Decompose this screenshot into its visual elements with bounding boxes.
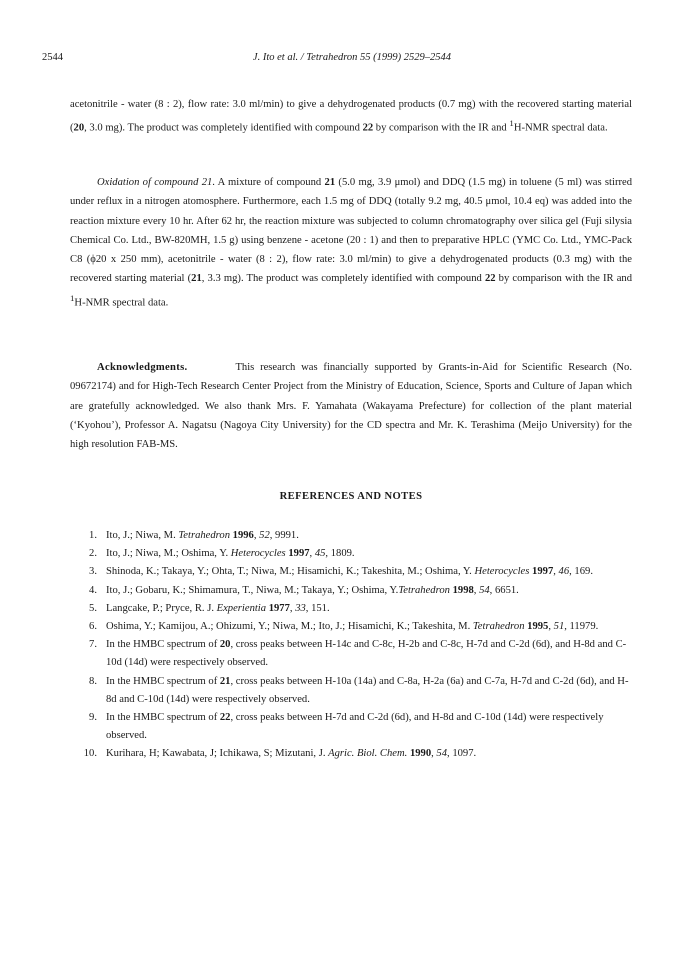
reference-volume: 45 [314, 548, 326, 560]
page-number: 2544 [42, 52, 63, 63]
acknowledgments-heading: Acknowledgments. [97, 362, 188, 373]
reference-year: 1997 [532, 566, 554, 578]
paragraph-oxidation-21 [70, 173, 632, 313]
reference-number: 7. [89, 639, 97, 651]
text-segment: by comparison with the IR and [495, 273, 632, 285]
compound-number: 22 [219, 712, 231, 724]
compound-number: 20 [73, 122, 85, 134]
reference-number: 3. [89, 566, 97, 578]
reference-authors: Shinoda, K.; Takaya, Y.; Ohta, T.; Niwa, M.; Hisamichi, K.; Takeshita, M.; Oshima, Y. [106, 566, 475, 578]
reference-note-text: In the HMBC spectrum of [106, 675, 220, 687]
text-segment: . A mixture of compound [212, 177, 325, 188]
compound-number: 22 [362, 122, 374, 134]
reference-volume: 54 [479, 584, 490, 596]
reference-authors: Langcake, P.; Pryce, R. J. [106, 602, 217, 614]
references-title: REFERENCES AND NOTES [279, 491, 423, 502]
reference-year: 1997 [288, 548, 310, 560]
acknowledgments-text: This research was financially supported by Grants-in-Aid for Scientific Research (No. 09672174) and for High-Tech Research Center Project from the Ministry of Education, Science, Sports and Culture of Japan which are gratefully acknowledged. We also thank Mrs. F. Yamahata (Wakayama Prefecture) for collection of the plant material (‘Kyohou’), Professor A. Nagatsu (Nagoya City University) for the CD spectra and Mr. K. Terashima (Meijo University) for the high resolution FAB-MS. [70, 362, 632, 451]
reference-volume: 33 [295, 602, 306, 614]
reference-year: 1996 [232, 530, 254, 541]
superscript: 1 [70, 292, 75, 303]
reference-authors: Ito, J.; Gobaru, K.; Shimamura, T., Niwa, M.; Takaya, Y.; Oshima, Y. [106, 584, 399, 596]
reference-pages: , 6651. [489, 584, 519, 596]
compound-number: 21 [219, 675, 231, 687]
reference-item: 6. Oshima, Y.; Kamijou, A.; Ohizumi, Y.; Niwa, M.; Ito, J.; Hisamichi, K.; Takeshita, M. Tetrahedron 1995, 51, 11979. [70, 618, 632, 636]
reference-authors: Ito, J.; Niwa, M. [106, 530, 179, 541]
reference-item: 3. Shinoda, K.; Takaya, Y.; Ohta, T.; Niwa, M.; Hisamichi, K.; Takeshita, M.; Oshima, Y. Heterocycles 1997, 46, 169. [70, 563, 632, 581]
text-segment: by comparison with the IR and [373, 122, 510, 134]
reference-item: 5. Langcake, P.; Pryce, R. J. Experientia 1977, 33, 151. [70, 600, 632, 618]
reference-journal: Tetrahedron [472, 621, 525, 633]
reference-pages: , 151. [305, 602, 330, 614]
reference-number: 2. [89, 548, 97, 560]
superscript: 1 [509, 118, 514, 129]
reference-journal: Agric. Biol. Chem. [328, 748, 408, 760]
reference-item [70, 636, 632, 672]
text-segment: H-NMR spectral data. [513, 122, 608, 134]
section-heading: Oxidation of compound 21 [97, 177, 213, 188]
reference-volume: 46 [558, 566, 570, 578]
reference-number: 6. [89, 621, 97, 633]
reference-authors: Ito, J.; Niwa, M.; Oshima, Y. [106, 548, 231, 560]
reference-pages: , 9991. [269, 530, 299, 541]
reference-journal: Heterocycles [474, 566, 530, 578]
reference-pages: , 11979. [564, 621, 599, 633]
reference-note-text: In the HMBC spectrum of [106, 639, 220, 651]
text-segment: acetonitrile - water (8 : 2), flow rate: 3.0 ml/min) to give a dehydrogenated products (0.7 mg) with the recovered starting material ( [70, 99, 632, 134]
compound-number: 20 [219, 639, 231, 651]
reference-note-text: , cross peaks between H-10a (14a) and C-8a, H-2a (6a) and C-7a, H-7d and C-2d (6d), and H-8d and C-10d (14d) were respectively observed. [106, 675, 629, 705]
reference-pages: , 1097. [447, 748, 477, 760]
reference-number: 10. [83, 748, 97, 760]
reference-year: 1977 [268, 602, 290, 614]
reference-year: 1990 [409, 748, 432, 760]
reference-item [70, 709, 632, 745]
reference-item: 2. Ito, J.; Niwa, M.; Oshima, Y. Heterocycles 1997, 45, 1809. [70, 545, 632, 563]
reference-pages: , 1809. [325, 548, 355, 560]
compound-number: 21 [324, 177, 336, 188]
reference-number: 4. [89, 584, 97, 596]
reference-number: 8. [89, 675, 97, 687]
compound-number: 21 [191, 273, 202, 285]
references-list [70, 527, 632, 764]
reference-journal: Experientia [216, 602, 267, 614]
text-segment: , 3.3 mg). The product was completely identified with compound [201, 273, 485, 285]
reference-item: 10. Kurihara, H; Kawabata, J; Ichikawa, S; Mizutani, J. Agric. Biol. Chem. 1990, 54, 1097. [70, 745, 632, 763]
reference-volume: 54 [436, 748, 448, 760]
reference-authors: Oshima, Y.; Kamijou, A.; Ohizumi, Y.; Niwa, M.; Ito, J.; Hisamichi, K.; Takeshita, M. [106, 621, 473, 633]
reference-note-text: In the HMBC spectrum of [106, 712, 220, 724]
reference-number: 5. [89, 602, 97, 614]
reference-note-text: , cross peaks between H-14c and C-8c, H-2b and C-8c, H-7d and C-2d (6d), and H-8d and C-10d (14d) were respectively observed. [106, 639, 627, 669]
reference-item: 1. Ito, J.; Niwa, M. Tetrahedron 1996, 52, 9991. [70, 527, 632, 545]
reference-journal: Tetrahedron [178, 530, 230, 541]
running-title: J. Ito et al. / Tetrahedron 55 (1999) 2529–2544 [252, 52, 452, 63]
acknowledgments-paragraph [70, 358, 632, 454]
text-segment: (5.0 mg, 3.9 μmol) and DDQ (1.5 mg) in toluene (5 ml) was stirred under reflux in a nitrogen atomosphere. Furthermore, each 1.5 mg of DDQ (totally 9.2 mg, 40.5 μmol, 10.4 eq) was added into the reaction mixture every 10 hr. After 62 hr, the reaction mixture was subjected to column chromatography over silica gel (Fuji silysia Chemical Co. Ltd., BW-820MH, 1.5 g) using benzene - acetone (20 : 1) and then to preparative HPLC (YMC Co. Ltd., YMC-Pack C8 (ϕ20 x 250 mm), acetonitrile - water (8 : 2), flow rate: 3.0 ml/min) to give a dehydrogenated products (0.3 mg) with the recovered starting material ( [70, 177, 632, 285]
reference-authors: Kurihara, H; Kawabata, J; Ichikawa, S; Mizutani, J. [106, 748, 329, 760]
reference-volume: 51 [553, 621, 565, 633]
compound-number: 22 [484, 273, 496, 285]
paragraph-continuation [70, 95, 632, 138]
reference-number: 9. [89, 712, 97, 724]
reference-item: 4. Ito, J.; Gobaru, K.; Shimamura, T., Niwa, M.; Takaya, Y.; Oshima, Y.Tetrahedron 1998, 54, 6651. [70, 582, 632, 600]
reference-number: 1. [89, 530, 97, 541]
page-header [42, 52, 662, 66]
text-segment: , 3.0 mg). The product was completely identified with compound [84, 122, 363, 134]
reference-year: 1995 [527, 621, 549, 633]
reference-item [70, 673, 632, 709]
reference-pages: , 169. [569, 566, 593, 578]
text-segment: H-NMR spectral data. [74, 297, 169, 309]
reference-volume: 52 [259, 530, 270, 541]
reference-note-text: , cross peaks between H-7d and C-2d (6d), and H-8d and C-10d (14d) were respectively observed. [106, 712, 604, 742]
reference-journal: Heterocycles [230, 548, 286, 560]
reference-journal: Tetrahedron [398, 584, 450, 596]
reference-year: 1998 [452, 584, 474, 596]
